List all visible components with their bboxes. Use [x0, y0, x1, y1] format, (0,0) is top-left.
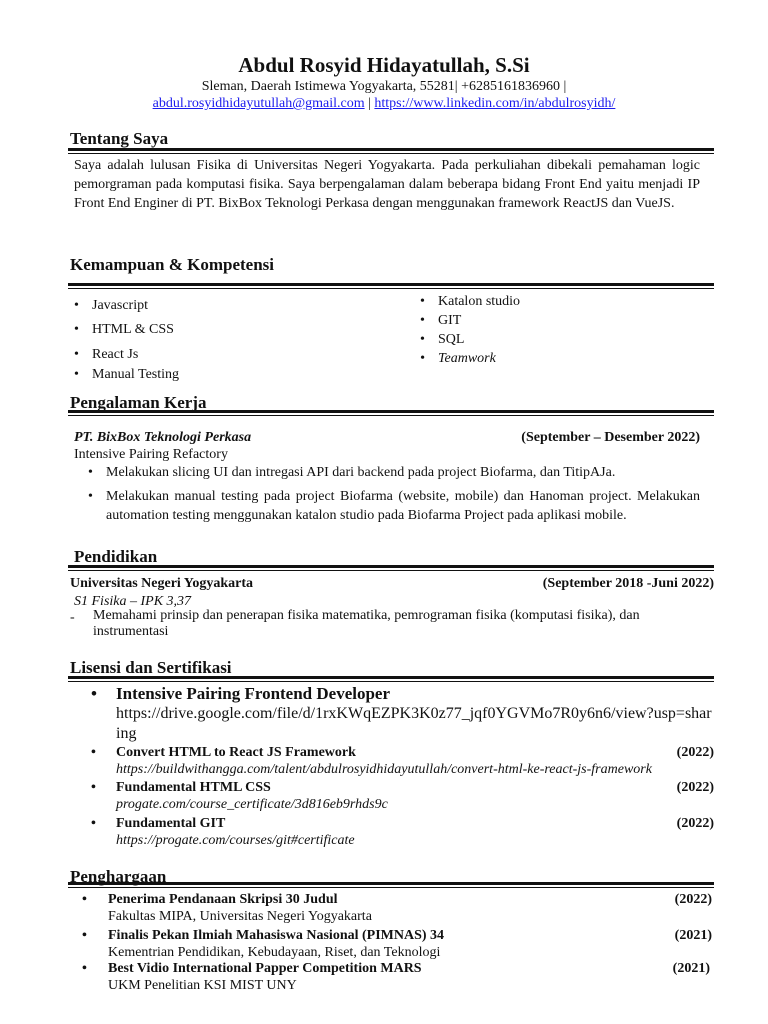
bullet-icon: •: [82, 928, 87, 943]
skills-list-left: [70, 296, 370, 384]
cert-year: (2022): [676, 780, 714, 795]
school-name: Universitas Negeri Yogyakarta: [70, 576, 254, 591]
award-org: Fakultas MIPA, Universitas Negeri Yogyakarta: [108, 909, 372, 924]
email-link[interactable]: abdul.rosyidhidayutullah@gmail.com: [152, 96, 365, 111]
awards-rule: [68, 882, 714, 888]
cert-year: (2022): [676, 745, 714, 760]
cert-title: Convert HTML to React JS Framework: [116, 745, 356, 760]
cert-title: Fundamental GIT: [116, 816, 226, 831]
cert-title-row: [92, 684, 714, 704]
skills-list-right: [416, 292, 706, 368]
cert-title-row: [92, 815, 714, 832]
bullet-icon: •: [91, 780, 96, 795]
award-title: Finalis Pekan Ilmiah Mahasiswa Nasional (PIMNAS) 34: [108, 928, 445, 943]
cert-item: [92, 815, 714, 850]
experience-period: (September – Desember 2022): [521, 430, 700, 445]
bullet-icon: •: [91, 816, 96, 831]
education-heading: Pendidikan: [74, 547, 158, 566]
award-title: Penerima Pendanaan Skripsi 30 Judul: [108, 892, 338, 907]
award-title-row: [82, 927, 712, 944]
award-item: [82, 960, 710, 994]
award-org: Kementrian Pendidikan, Kebudayaan, Riset, dan Teknologi: [108, 945, 441, 960]
bullet-icon: •: [91, 745, 96, 760]
experience-list: [84, 463, 700, 525]
bullet-icon: •: [91, 684, 97, 703]
candidate-name: Abdul Rosyid Hidayatullah, S.Si: [238, 53, 530, 77]
award-year: (2021): [672, 961, 710, 976]
about-text: Saya adalah lulusan Fisika di Universitas Negeri Yogyakarta. Pada perkuliahan dibekali pemahaman logic pemorgraman pada komputasi fisika. Saya berpengalaman dalam beberapa bidang Front End yaitu menjadi IP Front End Enginer di PT. BixBox Teknologi Perkasa dengan menggunakan framework ReactJS dan VueJS.: [74, 158, 700, 211]
awards-heading: Penghargaan: [70, 867, 167, 886]
award-title: Best Vidio International Papper Competition MARS: [108, 961, 422, 976]
cert-title: Intensive Pairing Frontend Developer: [116, 684, 391, 703]
about-rule: [68, 148, 714, 154]
list-item: • Javascript: [70, 296, 370, 320]
award-year: (2021): [674, 928, 712, 943]
cert-item: [92, 744, 714, 779]
cert-year: (2022): [676, 816, 714, 831]
degree: S1 Fisika – IPK 3,37: [74, 594, 192, 609]
cert-item: [92, 779, 714, 814]
contact-line: Sleman, Daerah Istimewa Yogyakarta, 55281| +6285161836960 |: [201, 79, 567, 94]
list-item: • Melakukan manual testing pada project Biofarma (website, mobile) dan Hanoman project. Melakukan automation testing menggunakan katalon studio pada Biofarma Project pada aplikasi mobile.: [84, 487, 700, 525]
cert-url: progate.com/course_certificate/3d816eb9rhds9c: [116, 797, 388, 812]
education-header: [70, 574, 714, 593]
list-item: • Katalon studio: [416, 292, 706, 311]
experience-role: Intensive Pairing Refactory: [74, 447, 228, 462]
experience-heading: Pengalaman Kerja: [70, 393, 207, 412]
cert-title-row: [92, 744, 714, 761]
linkedin-link[interactable]: https://www.linkedin.com/in/abdulrosyidh/: [374, 96, 616, 111]
education-dash: -: [70, 610, 75, 625]
contact-links: [0, 95, 768, 112]
cert-title-row: [92, 779, 714, 796]
list-item: • SQL: [416, 330, 706, 349]
company-name: PT. BixBox Teknologi Perkasa: [74, 430, 252, 445]
award-org: UKM Penelitian KSI MIST UNY: [108, 978, 297, 993]
list-item: • Melakukan slicing UI dan intregasi API dari backend pada project Biofarma, dan TitipAJa.: [84, 463, 700, 482]
skills-heading: Kemampuan & Kompetensi: [70, 255, 274, 274]
award-item: [82, 891, 712, 925]
bullet-icon: •: [82, 892, 87, 907]
list-item: • React Js: [70, 345, 370, 365]
list-item: • Teamwork: [416, 349, 706, 368]
about-heading: Tentang Saya: [70, 129, 169, 148]
list-item: • Manual Testing: [70, 365, 370, 384]
cert-item: [92, 684, 714, 744]
award-year: (2022): [674, 892, 712, 907]
cert-url: https://buildwithangga.com/talent/abdulrosyidhidayutullah/convert-html-ke-react-js-framework: [116, 762, 652, 777]
education-desc: Memahami prinsip dan penerapan fisika matematika, pemrograman fisika (komputasi fisika), dan instrumentasi: [93, 608, 640, 639]
education-period: (September 2018 -Juni 2022): [542, 576, 714, 591]
certs-heading: Lisensi dan Sertifikasi: [70, 658, 232, 677]
award-title-row: [82, 891, 712, 908]
link-separator: |: [364, 96, 375, 111]
experience-rule: [68, 410, 714, 416]
cert-url: https://drive.google.com/file/d/1rxKWqEZPK3K0z77_jqf0YGVMo7R0y6n6/view?usp=sharing: [116, 705, 712, 742]
cert-title: Fundamental HTML CSS: [116, 780, 271, 795]
education-rule: [68, 565, 714, 571]
skills-rule: [68, 283, 714, 289]
award-item: [82, 927, 712, 961]
list-item: • GIT: [416, 311, 706, 330]
list-item: • HTML & CSS: [70, 320, 370, 345]
certs-rule: [68, 676, 714, 682]
award-title-row: [82, 960, 710, 977]
cert-url: https://progate.com/courses/git#certificate: [116, 833, 355, 848]
bullet-icon: •: [82, 961, 87, 976]
